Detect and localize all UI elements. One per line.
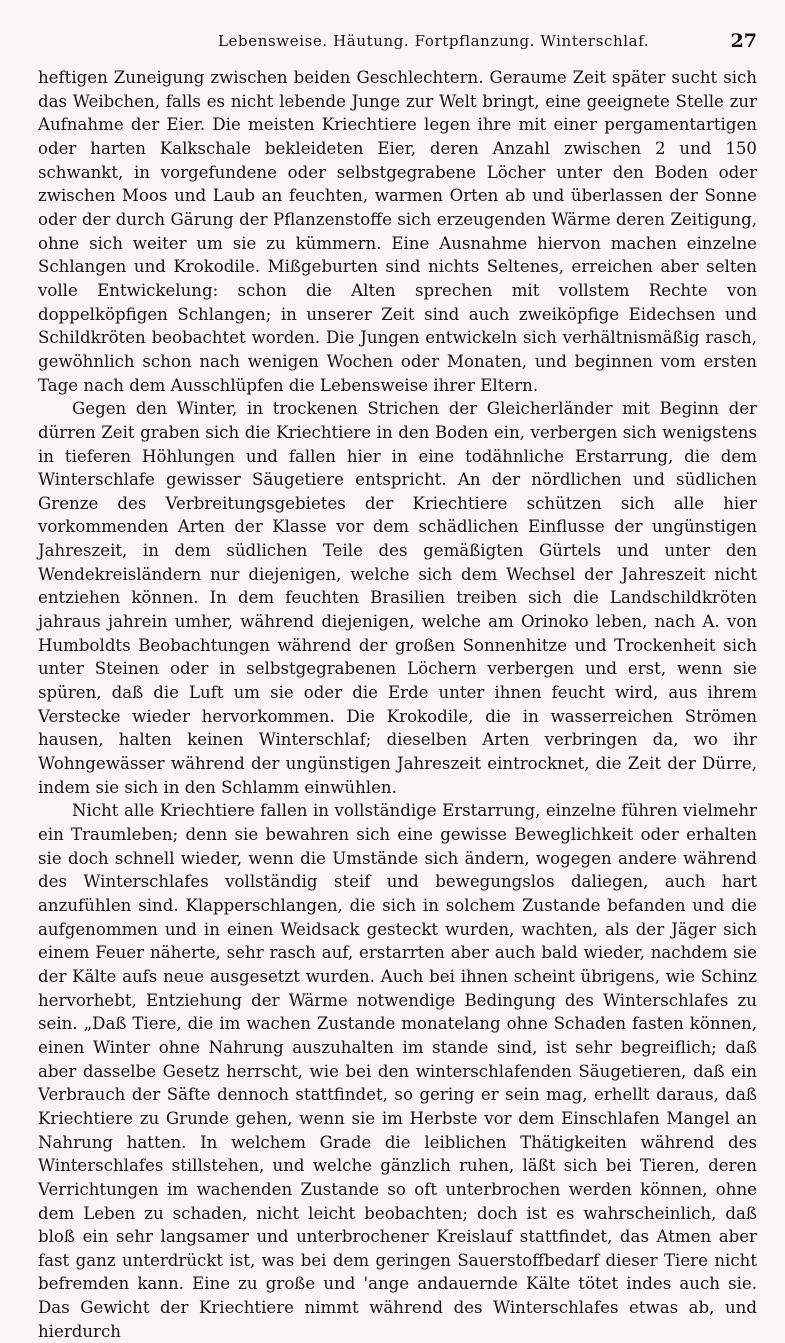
paragraph: Gegen den Winter, in trockenen Strichen der Gleicherländer mit Beginn der dürren Zeit graben sich die Kriechtiere in den Boden ein, verbergen sich wenigstens in tieferen Höhlungen und fallen hier in eine todähnliche Erstarrung, die dem Winterschlafe gewisser Säugetiere entspricht. An der nördlichen und südlichen Grenze des Verbreitungsgebietes der Kriechtiere schützen sich alle hier vorkommenden Arten der Klasse vor dem schädlichen Einflusse der ungünstigen Jahreszeit, in dem südlichen Teile des gemäßigten Gürtels und unter den Wendekreisländern nur diejenigen, welche sich dem Wechsel der Jahreszeit nicht entziehen können. In dem feuchten Brasilien treiben sich die Landschildkröten jahraus jahrein umher, während diejenigen, welche am Orinoko leben, nach A. von Humboldts Beobachtungen während der großen Sonnenhitze und Trockenheit sich unter Steinen oder in selbstgegrabenen Löchern verbergen und erst, wenn sie spüren, daß die Luft um sie oder die Erde unter ihnen feucht wird, aus ihrem Verstecke wieder hervorkommen. Die Krokodile, die in wasserreichen Strömen hausen, halten keinen Winterschlaf; dieselben Arten verbringen da, wo ihr Wohngewässer während der ungünstigen Jahreszeit eintrocknet, die Zeit der Dürre, indem sie sich in den Schlamm einwühlen.: [38, 399, 757, 797]
page-header: [38, 30, 757, 66]
page-number: 27: [730, 30, 757, 52]
paragraph: Nicht alle Kriechtiere fallen in vollständige Erstarrung, einzelne führen vielmehr ein Traumleben; denn sie bewahren sich eine gewisse Beweglichkeit oder erhalten sie doch schnell wieder, wenn die Umstände sich ändern, wogegen andere während des Winterschlafes vollständig steif und bewegungslos daliegen, auch hart anzufühlen sind. Klapperschlangen, die sich in solchem Zustande befanden und die aufgenommen und in einen Weidsack gesteckt wurden, wachten, als der Jäger sich einem Feuer näherte, sehr rasch auf, erstarrten aber auch bald wieder, nachdem sie der Kälte aufs neue ausgesetzt wurden. Auch bei ihnen scheint übrigens, wie Schinz hervorhebt, Entziehung der Wärme notwendige Bedingung des Winterschlafes zu sein. „Daß Tiere, die im wachen Zustande monatelang ohne Schaden fasten können, einen Winter ohne Nahrung auszuhalten im stande sind, ist sehr begreiflich; daß aber dasselbe Gesetz herrscht, wie bei den winterschlafenden Säugetieren, daß ein Verbrauch der Säfte dennoch stattfindet, so gering er sein mag, erhellt daraus, daß Kriechtiere zu Grunde gehen, wenn sie im Herbste vor dem Einschlafen Mangel an Nahrung hatten. In welchem Grade die leiblichen Thätigkeiten während des Winterschlafes stillstehen, und welche gänzlich ruhen, läßt sich bei Tieren, deren Verrichtungen im wachenden Zustande so oft unterbrochen werden können, ohne dem Leben zu schaden, nicht leicht beobachten; doch ist es wahrscheinlich, daß bloß ein sehr langsamer und unterbrochener Kreislauf stattfindet, das Atmen aber fast ganz unterdrückt ist, was bei dem geringen Sauerstoffbedarf dieser Tiere nicht befremden kann. Eine zu große und 'ange andauernde Kälte tötet indes auch sie. Das Gewicht der Kriechtiere nimmt während des Winterschlafes etwas ab, und hierdurch: [38, 801, 757, 1341]
body-text: [38, 66, 757, 1343]
paragraph: heftigen Zuneigung zwischen beiden Geschlechtern. Geraume Zeit später sucht sich das Weibchen, falls es nicht lebende Junge zur Welt bringt, eine geeignete Stelle zur Aufnahme der Eier. Die meisten Kriechtiere legen ihre mit einer pergamentartigen oder harten Kalkschale bekleideten Eier, deren Anzahl zwischen 2 und 150 schwankt, in vorgefundene oder selbstgegrabene Löcher unter den Boden oder zwischen Moos und Laub an feuchten, warmen Orten ab und überlassen der Sonne oder der durch Gärung der Pflanzenstoffe sich erzeugenden Wärme deren Zeitigung, ohne sich weiter um sie zu kümmern. Eine Ausnahme hiervon machen einzelne Schlangen und Krokodile. Mißgeburten sind nichts Seltenes, erreichen aber selten volle Entwickelung: schon die Alten sprechen mit vollstem Rechte von doppelköpfigen Schlangen; in unserer Zeit sind auch zweiköpfige Eidechsen und Schildkröten beobachtet worden. Die Jungen entwickeln sich verhältnismäßig rasch, gewöhnlich schon nach wenigen Wochen oder Monaten, und beginnen vom ersten Tage nach dem Ausschlüpfen die Lebensweise ihrer Eltern.: [38, 68, 757, 395]
running-head: Lebensweise. Häutung. Fortpflanzung. Winterschlaf.: [218, 32, 650, 50]
